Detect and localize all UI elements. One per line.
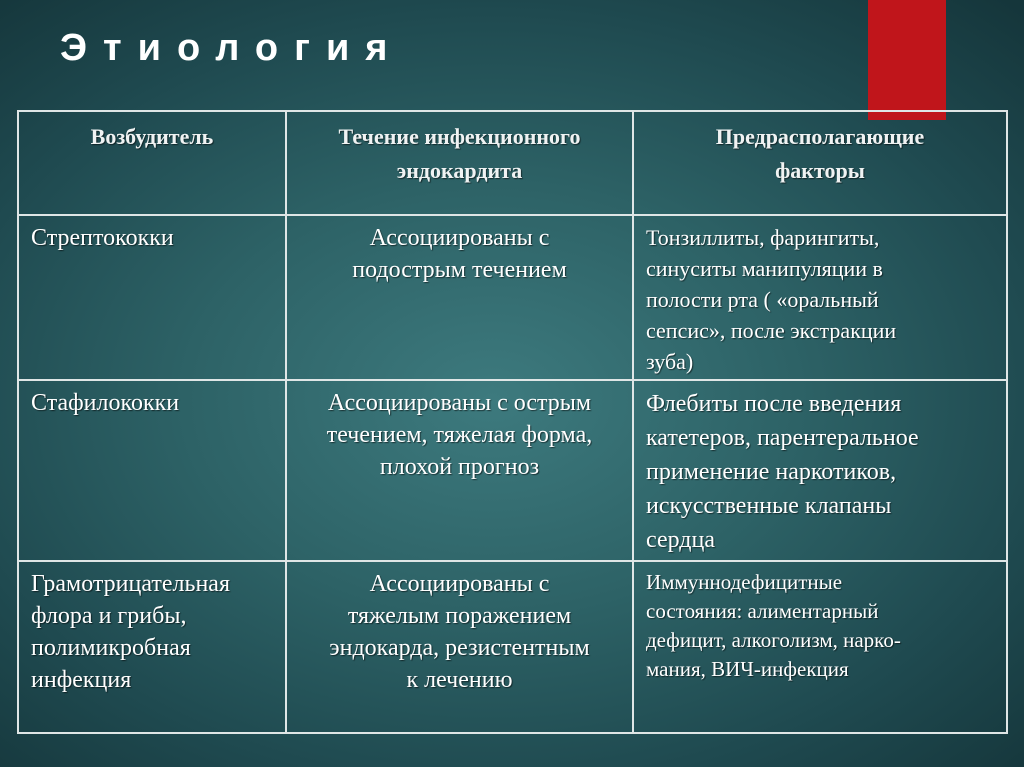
slide-title: Этиология <box>60 27 404 69</box>
cell-course: Ассоциированы с тяжелым поражением эндокарда, резистентным к лечению <box>286 561 633 733</box>
cell-pathogen: Стрептококки <box>18 215 286 380</box>
table-row <box>18 215 1007 380</box>
header-factors: Предрасполагающие факторы <box>633 111 1007 215</box>
header-course: Течение инфекционного эндокардита <box>286 111 633 215</box>
cell-course: Ассоциированы с подострым течением <box>286 215 633 380</box>
accent-bar <box>868 0 946 120</box>
cell-pathogen: Грамотрицательная флора и грибы, полимикробная инфекция <box>18 561 286 733</box>
cell-course: Ассоциированы с острым течением, тяжелая форма, плохой прогноз <box>286 380 633 561</box>
etiology-table <box>17 110 1008 734</box>
table-row <box>18 380 1007 561</box>
cell-factors: Тонзиллиты, фарингиты, синуситы манипуляции в полости рта ( «оральный сепсис», после экстракции зуба) <box>633 215 1007 380</box>
cell-factors: Флебиты после введения катетеров, парентеральное применение наркотиков, искусственные клапаны сердца <box>633 380 1007 561</box>
table-row <box>18 561 1007 733</box>
cell-factors: Иммуннодефицитные состояния: алиментарный дефицит, алкоголизм, нарко- мания, ВИЧ-инфекция <box>633 561 1007 733</box>
table-header-row <box>18 111 1007 215</box>
header-pathogen: Возбудитель <box>18 111 286 215</box>
cell-pathogen: Стафилококки <box>18 380 286 561</box>
